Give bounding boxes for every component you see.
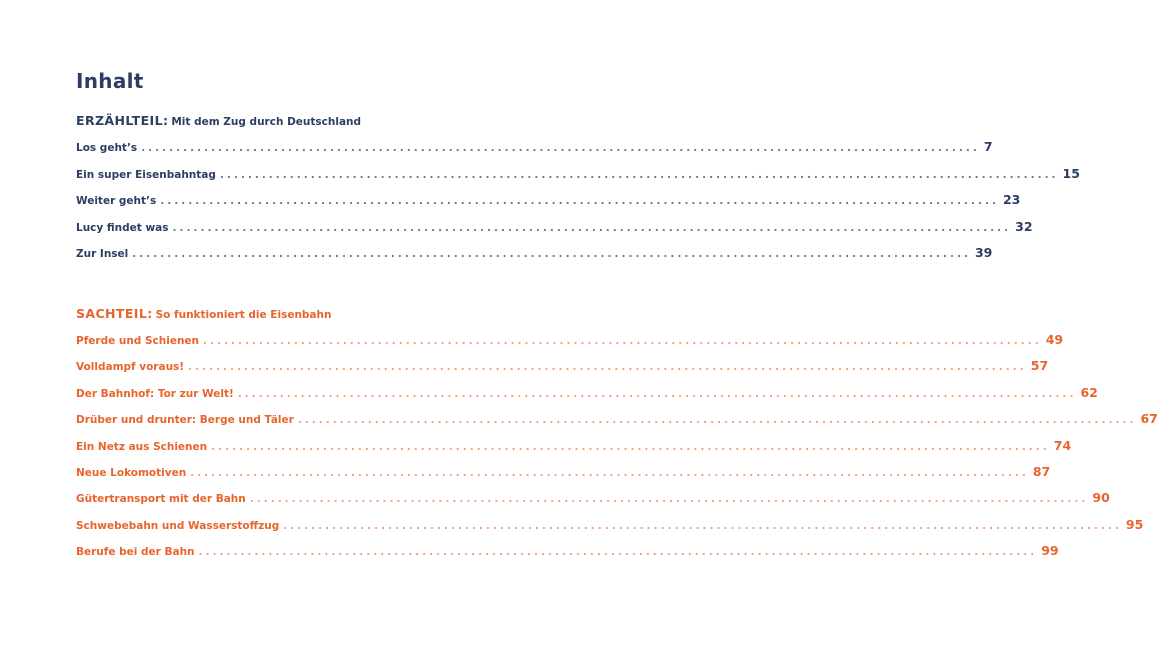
toc-entry-title: Berufe bei der Bahn xyxy=(76,546,195,558)
leader-dots: ........................................................................................................................ xyxy=(237,388,1077,400)
toc-entry[interactable] xyxy=(76,358,1049,373)
leader-dots: ........................................................................................................................ xyxy=(297,414,1137,426)
toc-entry[interactable] xyxy=(76,245,993,260)
toc-entry[interactable] xyxy=(76,385,1098,400)
section-label: SACHTEIL: xyxy=(76,306,153,321)
leader-dots: ........................................................................................................................ xyxy=(203,335,1042,347)
toc-entry-title: Neue Lokomotiven xyxy=(76,467,187,479)
toc-entry-title: Gütertransport mit der Bahn xyxy=(76,493,246,505)
toc-entry-page: 57 xyxy=(1030,358,1049,373)
toc-entry-page: 7 xyxy=(983,139,993,154)
toc-entry-page: 90 xyxy=(1092,490,1110,505)
toc-entry-title: Weiter geht’s xyxy=(76,195,157,207)
toc-entry-title: Los geht’s xyxy=(76,142,138,154)
section-heading-sachteil xyxy=(76,306,466,321)
toc-entry-title: Volldampf voraus! xyxy=(76,361,185,373)
leader-dots: ........................................................................................................................ xyxy=(198,546,1038,558)
toc-entry-page: 49 xyxy=(1045,332,1064,347)
leader-dots: ........................................................................................................................ xyxy=(160,195,999,207)
toc-entry[interactable] xyxy=(76,139,993,154)
toc-entry-page: 39 xyxy=(974,245,993,260)
toc-entry-page: 32 xyxy=(1015,219,1033,234)
page-title: Inhalt xyxy=(76,69,144,93)
leader-dots: ........................................................................................................................ xyxy=(219,169,1059,181)
toc-entry-page: 74 xyxy=(1053,438,1072,453)
toc-entry-page: 87 xyxy=(1032,464,1051,479)
toc-entry[interactable] xyxy=(76,192,1021,207)
section-subtitle: So funktioniert die Eisenbahn xyxy=(155,309,332,321)
toc-entry[interactable] xyxy=(76,517,1144,532)
toc-entry[interactable] xyxy=(76,543,1059,558)
leader-dots: ........................................................................................................................ xyxy=(172,222,1012,234)
section-label: ERZÄHLTEIL: xyxy=(76,113,169,128)
leader-dots: ........................................................................................................................ xyxy=(283,520,1122,532)
toc-entry[interactable] xyxy=(76,219,1033,234)
toc-entry-page: 62 xyxy=(1080,385,1098,400)
toc-entry-page: 99 xyxy=(1041,543,1059,558)
section-subtitle: Mit dem Zug durch Deutschland xyxy=(171,116,362,128)
leader-dots: ........................................................................................................................ xyxy=(190,467,1029,479)
section-heading-erzaehlteil xyxy=(76,113,466,128)
toc-entry-title: Zur Insel xyxy=(76,248,129,260)
table-of-contents xyxy=(76,0,1158,645)
toc-entry[interactable] xyxy=(76,490,1110,505)
toc-entry[interactable] xyxy=(76,411,1158,426)
toc-entry-title: Der Bahnhof: Tor zur Welt! xyxy=(76,388,234,400)
toc-entry-page: 23 xyxy=(1002,192,1021,207)
toc-entry-title: Lucy findet was xyxy=(76,222,169,234)
leader-dots: ........................................................................................................................ xyxy=(132,248,971,260)
toc-entry[interactable] xyxy=(76,438,1072,453)
leader-dots: ........................................................................................................................ xyxy=(249,493,1089,505)
toc-entry-title: Ein super Eisenbahntag xyxy=(76,169,216,181)
toc-entry[interactable] xyxy=(76,166,1080,181)
toc-entry[interactable] xyxy=(76,332,1064,347)
leader-dots: ........................................................................................................................ xyxy=(211,441,1050,453)
toc-entry-page: 15 xyxy=(1062,166,1080,181)
toc-entry-page: 67 xyxy=(1140,411,1158,426)
toc-entry-title: Schwebebahn und Wasserstoffzug xyxy=(76,520,280,532)
toc-entry-title: Drüber und drunter: Berge und Täler xyxy=(76,414,294,426)
leader-dots: ........................................................................................................................ xyxy=(141,142,980,154)
toc-entry-title: Ein Netz aus Schienen xyxy=(76,441,208,453)
toc-entry-title: Pferde und Schienen xyxy=(76,335,200,347)
leader-dots: ........................................................................................................................ xyxy=(188,361,1027,373)
toc-entry-page: 95 xyxy=(1125,517,1144,532)
toc-entry[interactable] xyxy=(76,464,1051,479)
